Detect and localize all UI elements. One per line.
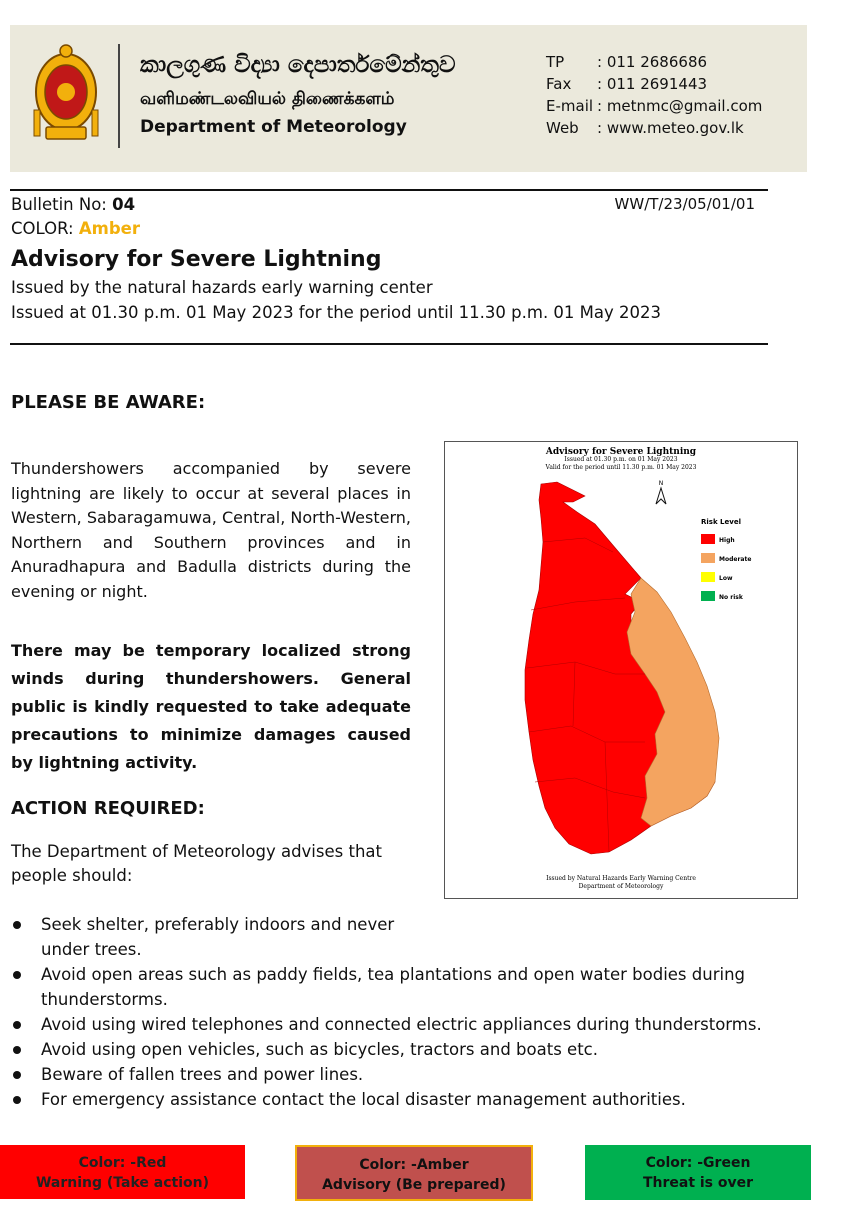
list-item [11,1012,811,1037]
department-name-sinhala: කාලගුණ විද්‍යා දෙපාර්තමේන්තුව [140,52,456,78]
legend-red-title: Color: -Red [78,1155,167,1171]
map-title: Advisory for Severe Lightning [545,447,697,457]
caution-paragraph: There may be temporary localized strong winds during thundershowers. General public is kindly requested to take adequate precautions to minimize damages caused by lightning activity. [11,641,411,772]
advice-list [11,912,811,1112]
legend-swatch-no-risk [701,591,715,601]
legend-green-clear [585,1145,811,1200]
contact-email-label: E-mail [546,97,594,115]
list-item-text: Avoid open areas such as paddy fields, tea plantations and open water bodies during thunderstorms. [41,965,745,1009]
issued-by: Issued by the natural hazards early warning center [11,278,433,297]
legend-title: Risk Level [701,518,741,526]
legend-label-low: Low [719,575,733,582]
legend-label-moderate: Moderate [719,556,752,563]
north-arrow-icon [656,488,666,504]
list-item [11,962,761,1012]
forecast-paragraph: Thundershowers accompanied by severe lightning are likely to occur at several places in Western, Sabaragamuwa, Central, North-Western, Northern and Southern provinces and in Anuradhapura and Badulla districts during the evening or night. [11,459,411,601]
legend-swatch-low [701,572,715,582]
bottom-rule [10,343,768,345]
action-heading: ACTION REQUIRED: [11,798,205,819]
legend-amber-description: Advisory (Be prepared) [322,1177,506,1193]
map-footer-issuer: Issued by Natural Hazards Early Warning Centre [546,875,696,882]
legend-label-no-risk: No risk [719,594,743,601]
advisory-title: Advisory for Severe Lightning [11,247,382,272]
list-item-text: Avoid using open vehicles, such as bicycles, tractors and boats etc. [41,1040,598,1059]
contact-tp-value: : 011 2686686 [597,53,708,71]
list-item [11,1062,811,1087]
contact-web-label: Web [546,119,579,137]
legend-red-warning [0,1145,245,1199]
legend-amber-title: Color: -Amber [359,1157,469,1173]
legend-amber-advisory [295,1145,533,1201]
legend-swatch-high [701,534,715,544]
contact-web-value[interactable]: : www.meteo.gov.lk [597,119,744,137]
map-valid: Valid for the period until 11.30 p.m. 01 May 2023 [545,464,697,471]
issued-at: Issued at 01.30 p.m. 01 May 2023 for the period until 11.30 p.m. 01 May 2023 [11,303,662,322]
list-item-text: Beware of fallen trees and power lines. [41,1065,364,1084]
aware-heading: PLEASE BE AWARE: [11,392,206,413]
bullet-icon [13,1021,21,1029]
contact-tp-label: TP [546,53,565,71]
bulletin-number [11,193,135,217]
header-divider [118,44,120,148]
bulletin-label: Bulletin No: [11,195,113,214]
list-item [11,1087,811,1112]
legend-green-title: Color: -Green [645,1155,751,1171]
legend-green-description: Threat is over [642,1175,754,1191]
list-item [11,912,401,962]
list-item [11,1037,811,1062]
risk-map-svg [445,442,797,898]
department-name-tamil: வளிமண்டலவியல் திணைக்களம் [140,89,395,109]
bulletin-color [11,217,140,241]
bullet-icon [13,1096,21,1104]
bullet-icon [13,971,21,979]
bullet-icon [13,1046,21,1054]
map-footer-department: Department of Meteorology [578,883,664,890]
legend-label-high: High [719,537,735,544]
bullet-icon [13,921,21,929]
risk-map [444,441,798,899]
department-name-english: Department of Meteorology [140,117,407,137]
legend-red-description: Warning (Take action) [35,1175,210,1191]
contact-fax-label: Fax [546,75,572,93]
contact-email-value[interactable]: : metnmc@gmail.com [597,97,763,115]
color-value: Amber [78,219,140,238]
north-label: N [658,480,664,487]
list-item-text: Avoid using wired telephones and connected electric appliances during thunderstorms. [41,1015,762,1034]
list-item-text: Seek shelter, preferably indoors and never under trees. [41,915,395,959]
contact-fax-value: : 011 2691443 [597,75,708,93]
map-issued: Issued at 01.30 p.m. on 01 May 2023 [564,456,678,463]
bulletin-number-value: 04 [112,195,136,214]
bullet-icon [13,1071,21,1079]
color-label: COLOR: [11,219,79,238]
legend-swatch-moderate [701,553,715,563]
national-emblem-logo [28,42,104,146]
list-item-text: For emergency assistance contact the local disaster management authorities. [41,1090,686,1109]
bulletin-reference: WW/T/23/05/01/01 [614,195,755,213]
advice-intro: The Department of Meteorology advises that people should: [11,842,382,885]
top-rule [10,189,768,191]
